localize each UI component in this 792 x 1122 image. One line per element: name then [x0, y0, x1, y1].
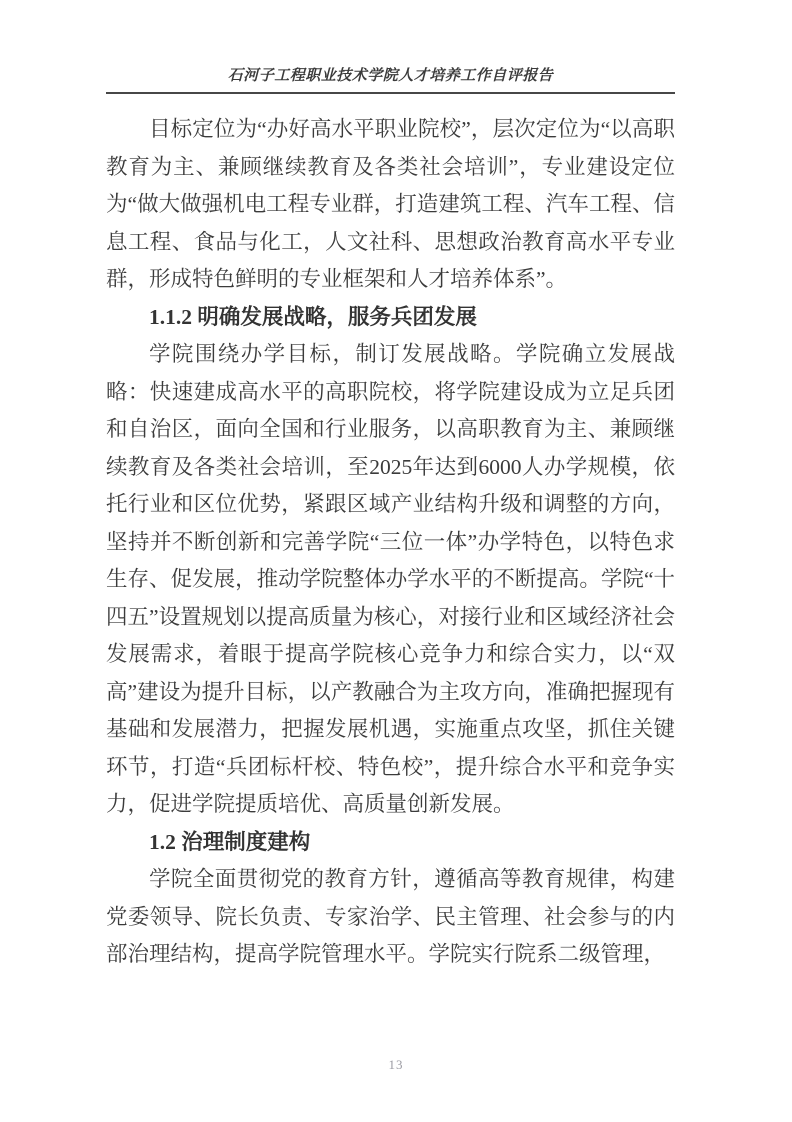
paragraph-positioning: 目标定位为“办好高水平职业院校”，层次定位为“以高职教育为主、兼顾继续教育及各类社会培训”，专业建设定位为“做大做强机电工程专业群，打造建筑工程、汽车工程、信息工程、食品与化工，人文社科、思想政治教育高水平专业群，形成特色鲜明的专业框架和人才培养体系”。 — [106, 117, 675, 291]
paragraph-development-strategy: 学院围绕办学目标，制订发展战略。学院确立发展战略：快速建成高水平的高职院校，将学院建设成为立足兵团和自治区，面向全国和行业服务，以高职教育为主、兼顾继续教育及各类社会培训，至2025年达到6000人办学规模，依托行业和区位优势，紧跟区域产业结构升级和调整的方向，坚持并不断创新和完善学院“三位一体”办学特色，以特色求生存、促发展，推动学院整体办学水平的不断提高。学院“十四五”设置规划以提高质量为核心，对接行业和区域经济社会发展需求，着眼于提高学院核心竞争力和综合实力，以“双高”建设为提升目标，以产教融合为主攻方向，准确把握现有基础和发展潜力，把握发展机遇，实施重点攻坚，抓住关键环节，打造“兵团标杆校、特色校”，提升综合水平和竞争实力，促进学院提质培优、高质量创新发展。 — [106, 342, 675, 816]
section-heading-1-1-2: 1.1.2 明确发展战略，服务兵团发展 — [149, 304, 477, 329]
header-rule — [106, 92, 675, 94]
paragraph-governance-structure: 学院全面贯彻党的教育方针，遵循高等教育规律，构建党委领导、院长负责、专家治学、民主管理、社会参与的内部治理结构，提高学院管理水平。学院实行院系二级管理， — [106, 867, 675, 966]
report-header-title: 石河子工程职业技术学院人才培养工作自评报告 — [227, 68, 554, 84]
document-body — [106, 111, 675, 974]
section-heading-1-2: 1.2 治理制度建构 — [149, 829, 311, 854]
page-number: 13 — [388, 1057, 404, 1072]
page-footer — [0, 1056, 792, 1074]
report-header — [106, 66, 675, 94]
